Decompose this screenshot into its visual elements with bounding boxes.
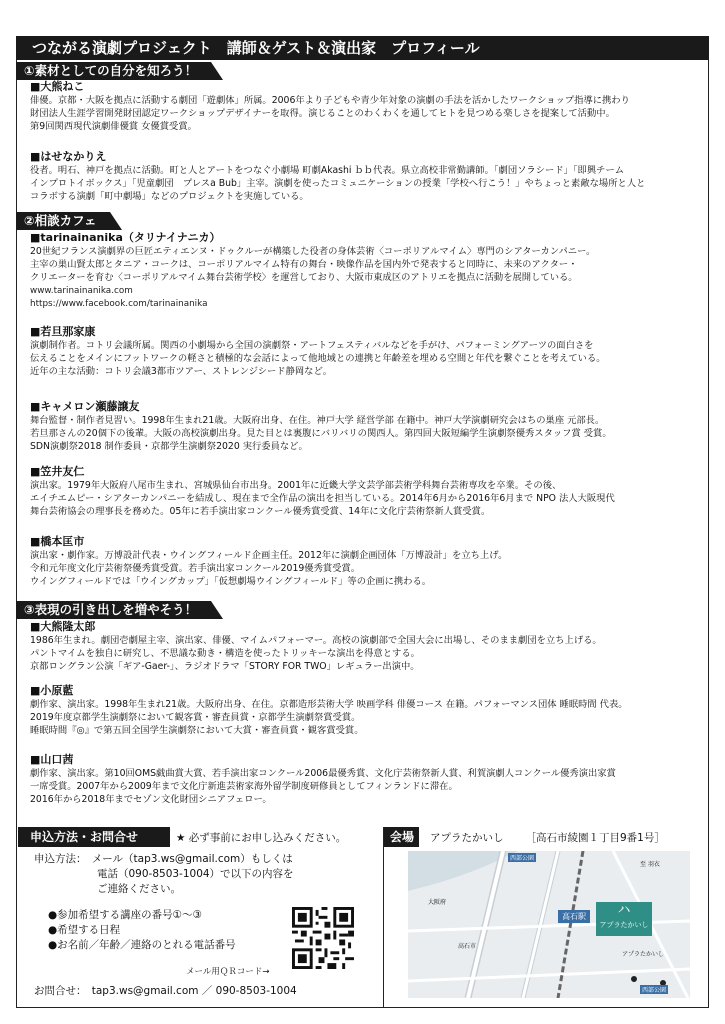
venue-title: 会場 — [384, 827, 419, 847]
profile-url-link[interactable]: www.tarinainanika.com — [30, 285, 133, 296]
facility-label: アプラたかいし — [599, 921, 649, 929]
profile-text-line: 20世紀フランス演劇界の巨匠エティエンヌ・ドゥクルーが構築した役者の身体芸術〈コーポリアルマイム〉専門のシアターカンパニー。 — [30, 246, 596, 257]
profile-name: ■tarinainanika（タリナイナニカ） — [30, 231, 221, 244]
profile-name: ■山口茜 — [30, 753, 74, 766]
profile-url-link[interactable]: https://www.facebook.com/tarinainanika — [30, 298, 208, 309]
section-tab: ①素材としての自分を知ろう！ — [16, 62, 211, 80]
profile-text-line: 伝えることをメインにフットワークの軽さと積極的な会話によって他地域との連携と年齢差を埋める空間と年代を繋ぐことを考えている。 — [30, 353, 606, 365]
venue-address: ［高石市綾園１丁目9番1号］ — [525, 832, 665, 844]
profile-text-line: SDN演劇祭2018 制作委員・京都学生演劇祭2020 実行委員など。 — [30, 441, 308, 453]
profile-name: ■大熊ねこ — [30, 80, 85, 93]
profile-text-line: コラボする演劇「町中劇場」などのプロジェクトを実施している。 — [30, 191, 309, 203]
profile-text-line: 劇作家、演出家。第10回OMS戯曲賞大賞、若手演出家コンクール2006最優秀賞、文化庁芸術祭新人賞、利賀演劇人コンクール優秀演出家賞 — [30, 768, 616, 779]
apply-bullet: ●お名前／年齢／連絡のとれる電話番号 — [48, 939, 236, 951]
profile-text-line: 近年の主な活動：コトリ会議3都市ツアー、ストレンジシード静岡など。 — [30, 366, 333, 378]
profile-text-line: 一席受賞。2007年から2009年まで文化庁新進芸術家海外留学制度研修員としてフィンランドに滞在。 — [30, 781, 458, 793]
profile-text-line: 2016年から2018年までセゾン文化財団シニアフェロー。 — [30, 794, 272, 806]
profile-text-line: 若旦那さんの20個下の後輩。大阪の高校演劇出身。見た目とは裏腹にバリバリの関西人。第四回大阪短編学生演劇祭優秀スタッフ賞 受賞。 — [30, 428, 612, 440]
venue-map[interactable] — [408, 851, 690, 998]
profile-text-line: 演出家・劇作家。万博設計代表・ウイングフィールド企画主任。2012年に演劇企画団体「万博設計」を立ち上げ。 — [30, 550, 508, 561]
profile-name: ■若旦那家康 — [30, 325, 96, 338]
profile-text-line: 2019年度京都学生演劇祭において観客賞・審査員賞・京都学生演劇祭賞受賞。 — [30, 712, 361, 724]
apply-line: ご連絡ください。 — [34, 883, 181, 895]
facility-marker — [596, 902, 652, 936]
map-label: 大阪府 — [428, 899, 447, 906]
apply-line: 電話（090-8503-1004）で以下の内容を — [34, 868, 294, 880]
profile-text-line: 俳優。京都・大阪を拠点に活動する劇団「遊劇体」所属。2006年より子どもや青少年対象の演劇の手法を活かしたワークショップ指導に携わり — [30, 95, 630, 106]
profile-text-line: 1986年生まれ。劇団壱劇屋主宰、演出家、俳優、マイムパフォーマー。高校の演劇部で全国大会に出場し、そのまま劇団を立ち上げる。 — [30, 635, 602, 646]
profile-text-line: クリエーターを育む〈コーポリアルマイム舞台芸術学校〉を運営しており、大阪市東成区のアトリエを拠点に活動を展開している。 — [30, 272, 578, 284]
section-tab: ②相談カフェ — [16, 212, 110, 230]
profile-entry — [30, 620, 702, 674]
profile-text-line: 劇作家、演出家。1998年生まれ21歳。大阪府出身、在住。京都造形芸術大学 映画学科 俳優コース 在籍。パフォーマンス団体 睡眠時間 代表。 — [30, 699, 628, 710]
profile-name: ■小原藍 — [30, 684, 74, 697]
venue-name: アプラたかいし — [430, 832, 504, 844]
profile-entry — [30, 325, 702, 379]
profile-name: ■大熊隆太郎 — [30, 620, 96, 633]
profile-text-line: インプロトイボックス」「児童劇団 プレスa Bub」主宰。演劇を使ったコミュニケーションの授業「学校へ行こう！」やちょっと素敵な場所と人と — [30, 178, 646, 190]
footer-divider — [383, 827, 384, 1008]
profile-text-line: 演出家。1979年大阪府八尾市生まれ、宮城県仙台市出身。2001年に近畿大学文芸学部芸術学科舞台芸術専攻を卒業。その後、 — [30, 480, 562, 491]
profile-text-line: 演劇制作者。コトリ会議所属。関西の小劇場から全国の演劇祭・アートフェスティバルなどを手がけ、パフォーミングアーツの面白さを — [30, 340, 594, 351]
profile-entry — [30, 231, 702, 311]
profile-name: ■笠井友仁 — [30, 465, 85, 478]
map-label: アプラたかいし — [622, 951, 665, 958]
map-label: 西部公園 — [510, 855, 535, 862]
apply-line: 申込方法： メール（tap3.ws@gmail.com）もしくは — [34, 853, 293, 865]
profile-name: ■キャメロン瀬藤譲友 — [30, 400, 140, 413]
apply-bullet: ●参加希望する講座の番号①〜③ — [48, 909, 202, 921]
section-tab: ③表現の引き出しを増やそう！ — [16, 601, 211, 619]
profile-text-line: 主宰の巣山賢太郎とタニア・コークは、コーポリアルマイム特有の舞台・映像作品を国内外で発表すると同時に、未来のアクター・ — [30, 259, 578, 271]
profile-text-line: ウイングフィールドでは「ウイングカップ」「仮想劇場ウイングフィールド」等の企画に携わる。 — [30, 576, 432, 588]
profile-text-line: 第9回関西現代演劇俳優賞 女優賞受賞。 — [30, 121, 197, 133]
qr-caption: メール用ＱＲコード→ — [186, 967, 270, 977]
profile-name: ■はせなかりえ — [30, 150, 107, 163]
contact-line: お問合せ： tap3.ws@gmail.com ／ 090-8503-1004 — [34, 985, 297, 997]
profile-entry — [30, 753, 702, 807]
profile-entry — [30, 150, 702, 204]
profile-text-line: パントマイムを独自に研究し、不思議な動き・構造を使ったトリッキーな演出を得意とする。 — [30, 648, 420, 660]
profile-entry — [30, 465, 702, 519]
map-label: 高石市 — [458, 943, 477, 950]
map-label: 至 羽衣 — [640, 861, 660, 868]
apply-title: 申込方法・お問合せ — [18, 827, 170, 847]
profile-text-line: 令和元年度文化庁芸術祭優秀賞受賞。若手演出家コンクール2019優秀賞受賞。 — [30, 563, 361, 575]
profile-text-line: 役者。明石、神戸を拠点に活動。町と人とアートをつなぐ小劇場 町劇Akashi ｂｂ代表。県立高校非常勤講師。「劇団ソラシード」「即興チーム — [30, 165, 625, 176]
profile-text-line: 舞台監督・制作者見習い。1998年生まれ21歳。大阪府出身、在住。神戸大学 経営学部 在籍中。神戸大学演劇研究会はちの巣座 元部長。 — [30, 415, 605, 426]
profile-entry — [30, 80, 702, 134]
advance-booking-note: ★ 必ず事前にお申し込みください。 — [176, 832, 347, 844]
profile-entry — [30, 400, 702, 454]
venue-info — [430, 830, 687, 845]
profile-name: ■橋本匡市 — [30, 535, 85, 548]
facility-logo-icon: ハ — [617, 903, 631, 918]
map-label: 西部公園 — [642, 987, 667, 994]
profile-text-line: エイチエムピー・シアターカンパニーを結成し、現在まで全作品の演出を担当している。2014年6月から2016年6月まで NPO 法人大阪現代 — [30, 493, 615, 505]
profile-text-line: 舞台芸術協会の理事長を務めた。05年に若手演出家コンクール優秀賞受賞、14年に文化庁芸術祭新人賞受賞。 — [30, 506, 491, 518]
profile-text-line: 財団法人生涯学習開発財団認定ワークショップデザイナーを取得。演じることのわくわくを通してヒトを見つめる楽しさを提案して活動中。 — [30, 108, 615, 120]
profile-entry — [30, 535, 702, 589]
profile-text-line: 京都ロングラン公演「ギア-Gaer-」、ラジオドラマ「STORY FOR TWO」レギュラー出演中。 — [30, 661, 420, 673]
apply-bullet: ●希望する日程 — [48, 924, 121, 936]
profile-entry — [30, 684, 702, 738]
profile-text-line: 睡眠時間『◎』で第五回全国学生演劇祭において大賞・審査員賞・観客賞受賞。 — [30, 725, 364, 737]
station-label: 高石駅 — [558, 910, 590, 923]
page-title: つながる演劇プロジェクト 講師＆ゲスト＆演出家 プロフィール — [16, 36, 709, 60]
qr-code[interactable] — [292, 907, 354, 969]
